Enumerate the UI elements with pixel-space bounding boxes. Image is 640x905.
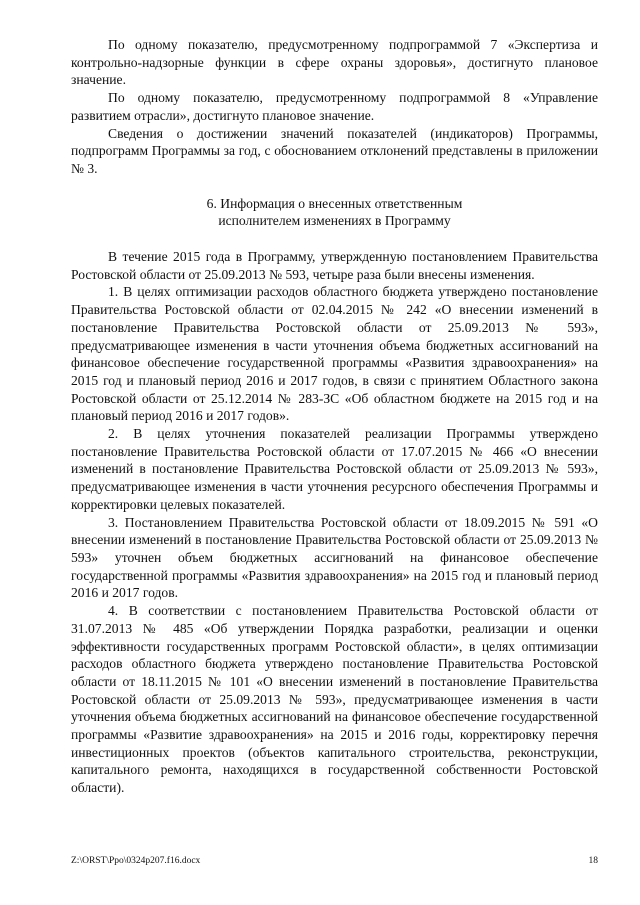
paragraph: 3. Постановлением Правительства Ростовской области от 18.09.2015 № 591 «О внесении изменений в постановление Правительства Ростовской области от 25.09.2013 № 593» уточнен объем бюджетных ассигнований на финансовое обеспечение государственной программы «Развития здравоохранения» на 2015 год и плановый период 2016 и 2017 годов. <box>71 514 598 601</box>
paragraph: 2. В целях уточнения показателей реализации Программы утверждено постановление Правительства Ростовской области от 17.07.2015 № 466 «О внесении изменений в постановление Правительства Ростовской области от 25.09.2013 № 593», предусматривающее изменения в части уточнения ресурсного обеспечения Программы и корректировки целевых показателей. <box>71 426 598 512</box>
file-path: Z:\ORST\Ppo\0324p207.f16.docx <box>71 856 201 866</box>
section-heading <box>71 195 598 230</box>
page-number: 18 <box>588 856 598 866</box>
paragraph: По одному показателю, предусмотренному подпрограммой 8 «Управление развитием отрасли», достигнуто плановое значение. <box>71 90 598 123</box>
paragraph: 1. В целях оптимизации расходов областного бюджета утверждено постановление Правительства Ростовской области от 02.04.2015 № 242 «О внесении изменений в постановление Правительства Ростовской области от 25.09.2013 № 593», предусматривающее изменения в части уточнения объема бюджетных ассигнований на финансовое обеспечение государственной программы «Развития здравоохранения» на 2015 год и плановый период 2016 и 2017 годов, в связи с принятием Областного закона Ростовской области от 25.12.2014 № 283-ЗС «Об областном бюджете на 2015 год и на плановый период 2016 и 2017 годов». <box>71 284 598 424</box>
paragraph: Сведения о достижении значений показателей (индикаторов) Программы, подпрограмм Программы за год, с обоснованием отклонений представлены в приложении № 3. <box>71 125 598 176</box>
page-footer <box>71 855 598 867</box>
document-page <box>71 36 598 797</box>
paragraph: В течение 2015 года в Программу, утвержденную постановлением Правительства Ростовской области от 25.09.2013 № 593, четыре раза были внесены изменения. <box>71 249 598 282</box>
section-heading-line: 6. Информация о внесенных ответственным <box>206 195 463 211</box>
paragraph: 4. В соответствии с постановлением Правительства Ростовской области от 31.07.2013 № 485 «Об утверждении Порядка разработки, реализации и оценки эффективности государственных программ Ростовской области», в целях оптимизации расходов областного бюджета утверждено постановление Правительства Ростовской области от 18.11.2015 № 101 «О внесении изменений в постановление Правительства Ростовской области от 25.09.2013 № 593», предусматривающее изменения в части уточнения объема бюджетных ассигнований на финансовое обеспечение государственной программы «Развитие здравоохранения» на 2015 и 2016 годы, корректировку перечня инвестиционных проектов (объектов капитального строительства, реконструкции, капитального ремонта, находящихся в государственной собственности Ростовской области). <box>71 603 598 796</box>
paragraph: По одному показателю, предусмотренному подпрограммой 7 «Экспертиза и контрольно-надзорные функции в сфере охраны здоровья», достигнуто плановое значение. <box>71 37 598 88</box>
section-heading-line: исполнителем изменениях в Программу <box>218 213 451 229</box>
